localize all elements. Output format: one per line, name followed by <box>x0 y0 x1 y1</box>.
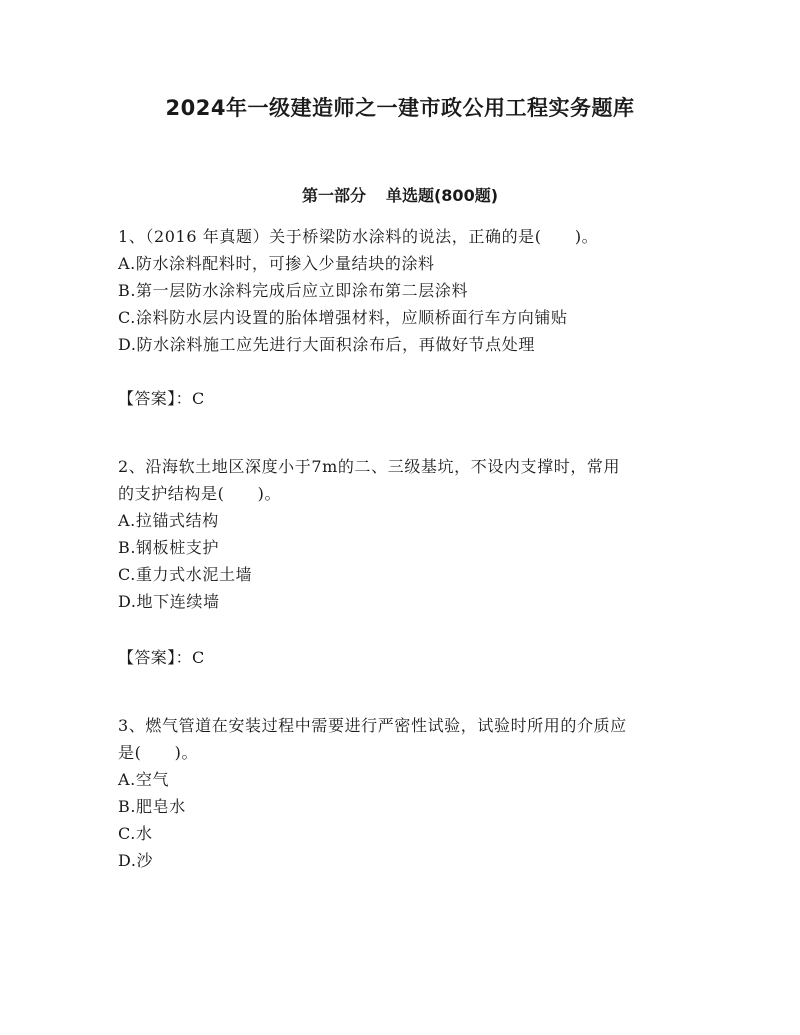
option-a: A.拉锚式结构 <box>118 511 219 530</box>
option-b: B.肥皂水 <box>118 797 186 816</box>
option-c: C.重力式水泥土墙 <box>118 565 253 584</box>
option-c: C.涂料防水层内设置的胎体增强材料，应顺桥面行车方向铺贴 <box>118 308 568 327</box>
option-b: B.第一层防水涂料完成后应立即涂布第二层涂料 <box>118 281 469 300</box>
option-d: D.沙 <box>118 851 154 870</box>
option-b: B.钢板桩支护 <box>118 538 220 557</box>
option-d: D.地下连续墙 <box>118 592 220 611</box>
document-title: 2024年一级建造师之一建市政公用工程实务题库 <box>165 96 635 120</box>
option-a: A.空气 <box>118 770 170 789</box>
option-a: A.防水涂料配料时，可掺入少量结块的涂料 <box>118 254 435 273</box>
section-part-label: 第一部分 <box>301 186 366 205</box>
option-d: D.防水涂料施工应先进行大面积涂布后，再做好节点处理 <box>118 335 535 354</box>
question-stem-line: 是( )。 <box>118 743 199 762</box>
question-stem-line: 3、燃气管道在安装过程中需要进行严密性试验，试验时所用的介质应 <box>118 716 627 735</box>
answer-line: 【答案】：C <box>118 648 205 667</box>
question-stem-line: 2、沿海软土地区深度小于7m的二、三级基坑，不设内支撑时，常用 <box>118 457 621 476</box>
option-c: C.水 <box>118 824 153 843</box>
question-stem-line: 的支护结构是( )。 <box>118 484 282 503</box>
question-stem-line: 1、（2016 年真题）关于桥梁防水涂料的说法，正确的是( )。 <box>118 227 599 246</box>
section-heading <box>0 184 800 208</box>
answer-line: 【答案】：C <box>118 389 205 408</box>
section-name-label: 单选题(800题) <box>385 186 499 205</box>
